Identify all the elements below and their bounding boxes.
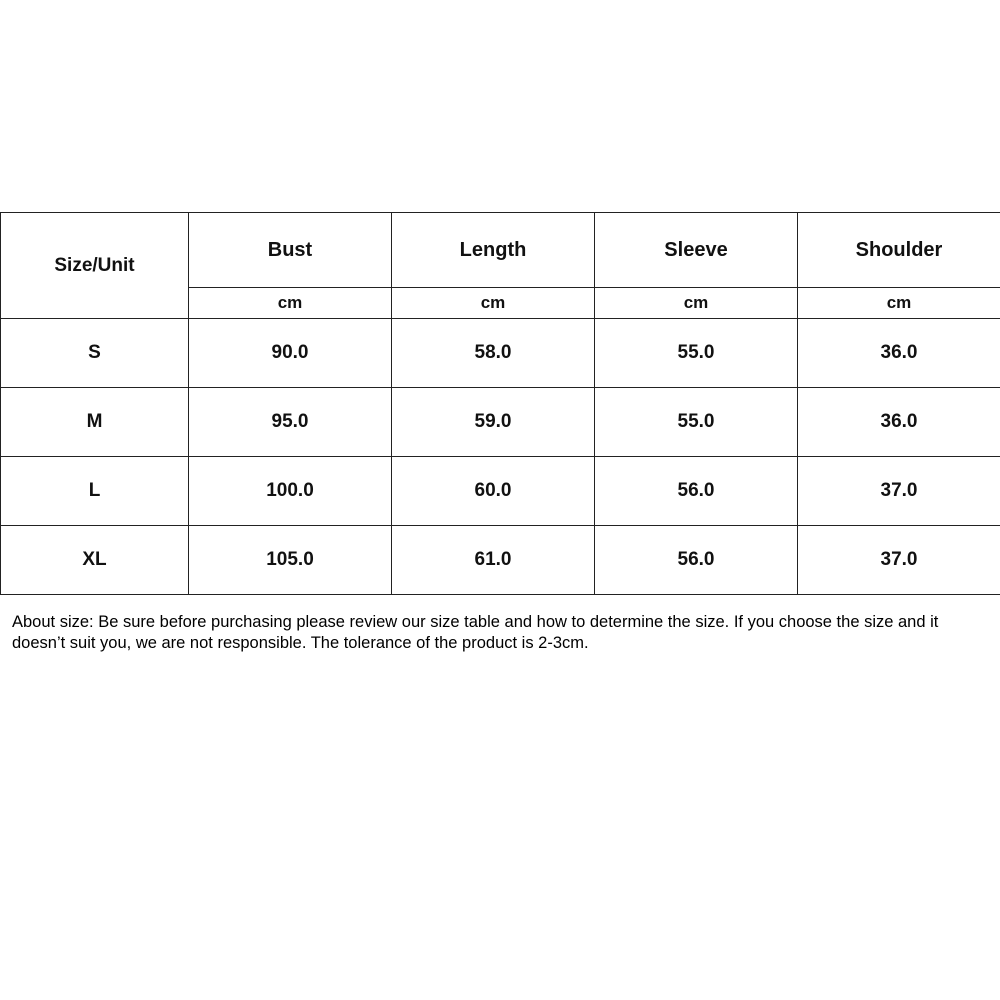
bust-value: 100.0	[189, 457, 392, 526]
length-value: 60.0	[392, 457, 595, 526]
sleeve-value: 56.0	[595, 526, 798, 595]
table-row	[1, 526, 1000, 595]
unit-bust: cm	[189, 288, 392, 319]
sleeve-value: 56.0	[595, 457, 798, 526]
size-unit-header: Size/Unit	[1, 213, 189, 319]
bust-value: 90.0	[189, 319, 392, 388]
shoulder-value: 37.0	[798, 457, 1000, 526]
column-header-sleeve: Sleeve	[595, 213, 798, 288]
unit-sleeve: cm	[595, 288, 798, 319]
unit-shoulder: cm	[798, 288, 1000, 319]
column-header-length: Length	[392, 213, 595, 288]
size-label: XL	[1, 526, 189, 595]
table-row	[1, 388, 1000, 457]
shoulder-value: 36.0	[798, 388, 1000, 457]
size-label: L	[1, 457, 189, 526]
bust-value: 105.0	[189, 526, 392, 595]
size-disclaimer-note: About size: Be sure before purchasing please review our size table and how to determine the size. If you choose the size and it doesn’t suit you, we are not responsible. The tolerance of the product is 2-3cm.	[12, 613, 939, 652]
length-value: 58.0	[392, 319, 595, 388]
sleeve-value: 55.0	[595, 319, 798, 388]
shoulder-value: 36.0	[798, 319, 1000, 388]
length-value: 61.0	[392, 526, 595, 595]
length-value: 59.0	[392, 388, 595, 457]
column-header-bust: Bust	[189, 213, 392, 288]
table-row	[1, 457, 1000, 526]
size-label: M	[1, 388, 189, 457]
table-row	[1, 319, 1000, 388]
size-label: S	[1, 319, 189, 388]
column-header-shoulder: Shoulder	[798, 213, 1000, 288]
header-row	[1, 213, 1000, 288]
size-table	[0, 212, 1000, 595]
bust-value: 95.0	[189, 388, 392, 457]
shoulder-value: 37.0	[798, 526, 1000, 595]
sleeve-value: 55.0	[595, 388, 798, 457]
unit-length: cm	[392, 288, 595, 319]
